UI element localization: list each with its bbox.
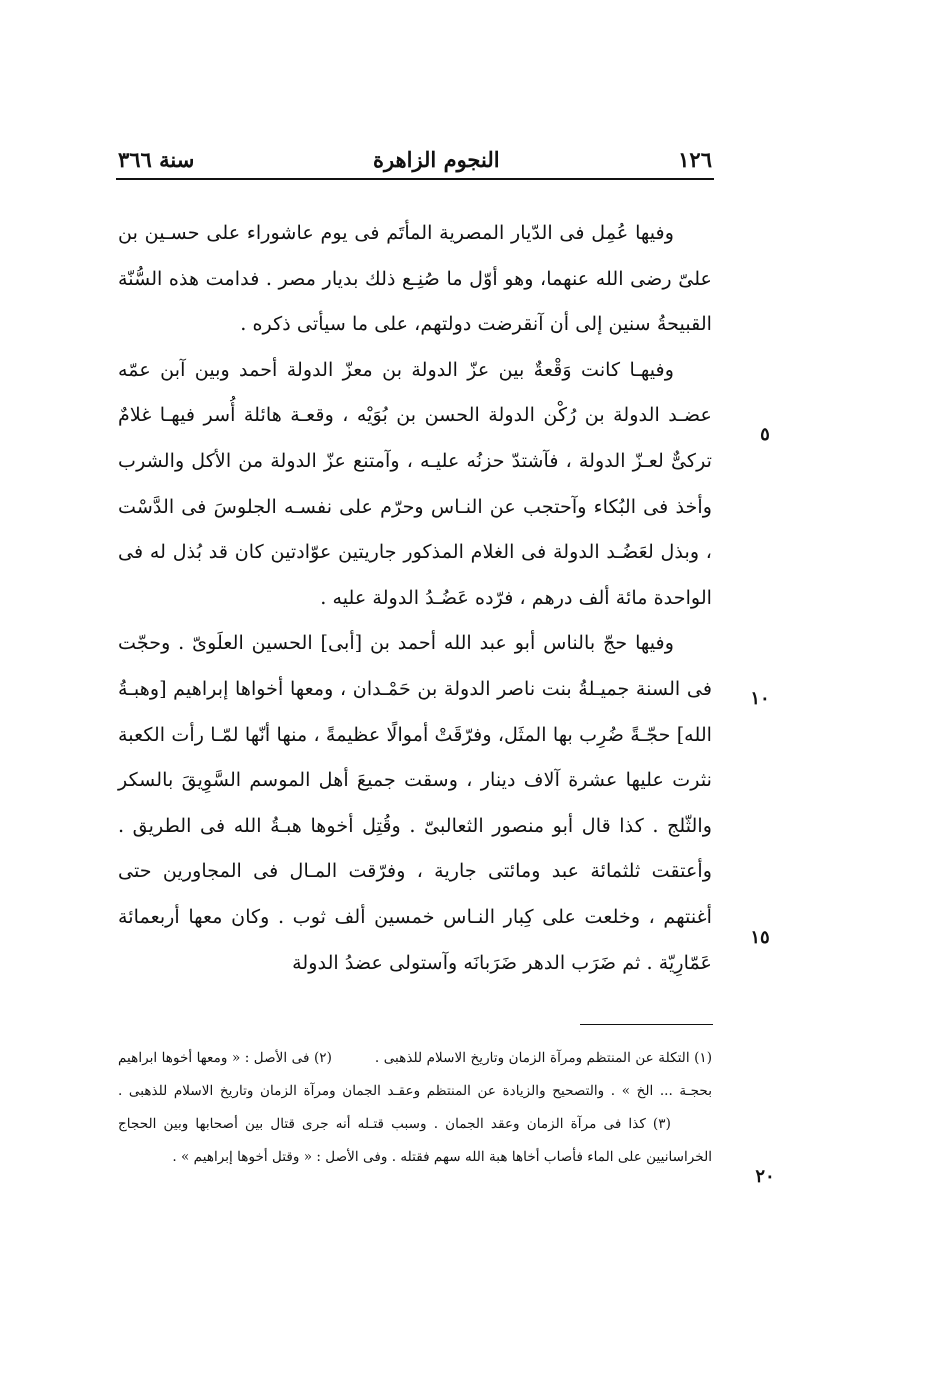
line-number-10: ١٠: [750, 688, 770, 709]
line-number-20: ٢٠: [755, 1166, 775, 1187]
paragraph-ashura: وفيها عُمِل فى الدّيار المصرية المأتَم فى يوم عاشوراء على حسـين بن علىّ رضى الله عنهما، وهو أوّل ما صُنِـع ذلك بديار مصر . فدامت هذه السُّنّة القبيحةُ سنين إلى أن آنقرضت دولتهم، على ما سيأتى ذكره .: [118, 221, 712, 336]
footnote-divider: [580, 1024, 713, 1025]
paragraph-battle: وفيهـا كانت وَقْعةٌ بين عزّ الدولة بن معزّ الدولة أحمد وبين آبن عمّه عضـد الدولة بن رُكْن الدولة الحسن بن بُوَيْه ، وقعـة هائلة أُسر فيهـا غلامٌ تركىٌّ لعـزّ الدولة ، فآشتدّ حزنُه عليـه ، وآمتنع عزّ الدولة من الأكل والشرب وأخذ فى البُكاء وآحتجب عن النـاس وحرّم على نفسـه الجلوسَ فى الدَّسْت ، وبذل لعَضُـد الدولة فى الغلام المذكور جاريتين عوّادتين كان قد بُذل له فى الواحدة مائة ألف درهم ، فرّده عَضُـدُ الدولة عليه .: [118, 357, 712, 609]
page-number: ١٢٦: [678, 147, 712, 172]
line-number-15: ١٥: [750, 927, 770, 948]
line-number-5: ٥: [760, 424, 770, 445]
footnotes: [118, 1042, 712, 1174]
paragraph-pilgrimage: وفيها حجّ بالناس أبو عبد الله أحمد بن [أبى] الحسين العلَوىّ . وحجّت فى السنة جميـلةُ بنت ناصر الدولة بن حَمْـدان ، ومعها أخواها إبراهيم [وهبـةُ الله] حجّـةً ضُرِب بها المثَل، وفرّقَتْ أموالًا عظيمةً ، منها أنّها لمّـا رأت الكعبة نثرت عليها عشرة آلاف دينار ، وسقت جميعَ أهل الموسم السَّوِيقَ بالسكر والثّلج . كذا قال أبو منصور الثعالبىّ . وقُتِل أخوها هبـةُ الله فى الطريق . وأعتقت ثلثمائة عبد ومائتى جارية ، وفرّقت المـال فى المجاورين حتى أغنتهم ، وخلعت على كِبار النـاس خمسين ألف ثوب . وكان معها أربعمائة عَمّارِيّة . ثم ضَرَب الدهر ضَرَبانَه وآستولى عضدُ الدولة: [118, 631, 712, 974]
footnote-3: (٣) كذا فى مرآة الزمان وعقد الجمان . وسبب قتـله أنه جرى قتال بين أصحابها وبين الحجاج الخراسانيين على الماء فأصاب أخاها هبة الله سهم فقتله . وفى الأصل : « وقتل أخوها إبراهيم » .: [118, 1116, 712, 1165]
year-label: سنة ٣٦٦: [118, 147, 195, 172]
running-header: [118, 132, 712, 172]
header-divider: [116, 178, 714, 180]
book-title: النجوم الزاهرة: [372, 147, 500, 172]
footnote-2: (٢) فى الأصل : « ومعها أخوها ابراهيم بحجـة ... الخ » . والتصحيح والزيادة عن المنتظم وعقـد الجمان ومرآة الزمان وتاريخ الاسلام للذهبى .: [118, 1050, 712, 1099]
footnote-1: (١) التكلة عن المنتظم ومرآة الزمان وتاريخ الاسلام للذهبى .: [374, 1050, 713, 1066]
main-text: [118, 210, 712, 985]
